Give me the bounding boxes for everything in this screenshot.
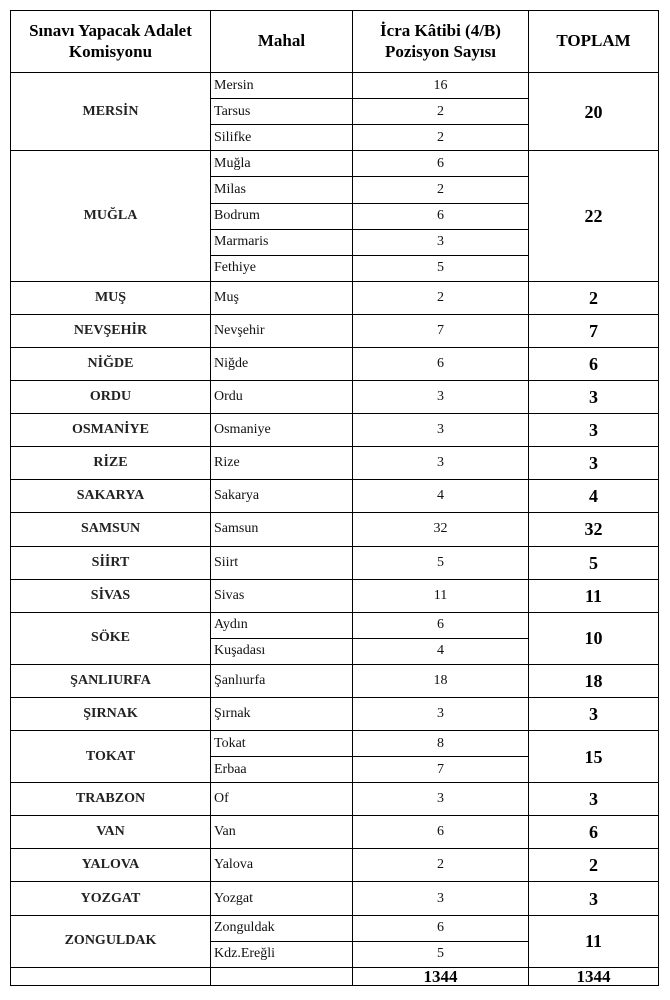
mahal-cell: Tarsus	[211, 99, 353, 125]
table-row	[11, 348, 659, 381]
toplam-cell: 32	[529, 513, 659, 546]
pozisyon-sayisi-cell: 8	[353, 731, 529, 757]
toplam-cell: 2	[529, 849, 659, 882]
table-row	[11, 151, 659, 177]
mahal-cell: Niğde	[211, 348, 353, 381]
komisyon-cell: SİİRT	[11, 546, 211, 579]
table-row	[11, 513, 659, 546]
pozisyon-sayisi-cell: 3	[353, 414, 529, 447]
komisyon-cell: MUŞ	[11, 281, 211, 314]
pozisyon-sayisi-cell: 6	[353, 915, 529, 941]
pozisyon-sayisi-cell: 11	[353, 579, 529, 612]
grand-total-toplam: 1344	[529, 968, 659, 986]
table-row	[11, 697, 659, 730]
mahal-cell: Erbaa	[211, 757, 353, 783]
komisyon-cell: ŞIRNAK	[11, 697, 211, 730]
table-row	[11, 281, 659, 314]
toplam-cell: 3	[529, 447, 659, 480]
komisyon-cell: SAKARYA	[11, 480, 211, 513]
mahal-cell: Van	[211, 816, 353, 849]
mahal-cell: Bodrum	[211, 203, 353, 229]
mahal-cell: Sakarya	[211, 480, 353, 513]
mahal-cell: Muğla	[211, 151, 353, 177]
mahal-cell: Tokat	[211, 731, 353, 757]
position-table-container	[10, 10, 658, 986]
pozisyon-sayisi-cell: 3	[353, 882, 529, 915]
pozisyon-sayisi-cell: 4	[353, 638, 529, 664]
toplam-cell: 11	[529, 915, 659, 967]
pozisyon-sayisi-cell: 3	[353, 783, 529, 816]
toplam-cell: 11	[529, 579, 659, 612]
toplam-cell: 20	[529, 73, 659, 151]
komisyon-cell: SAMSUN	[11, 513, 211, 546]
pozisyon-sayisi-cell: 4	[353, 480, 529, 513]
komisyon-cell: TRABZON	[11, 783, 211, 816]
komisyon-cell: SİVAS	[11, 579, 211, 612]
pozisyon-sayisi-cell: 3	[353, 447, 529, 480]
table-body	[11, 73, 659, 968]
mahal-cell: Aydın	[211, 612, 353, 638]
mahal-cell: Yozgat	[211, 882, 353, 915]
mahal-cell: Marmaris	[211, 229, 353, 255]
mahal-cell: Silifke	[211, 125, 353, 151]
toplam-cell: 18	[529, 664, 659, 697]
pozisyon-sayisi-cell: 6	[353, 203, 529, 229]
header-mahal: Mahal	[211, 11, 353, 73]
pozisyon-sayisi-cell: 2	[353, 125, 529, 151]
pozisyon-sayisi-cell: 18	[353, 664, 529, 697]
table-row	[11, 816, 659, 849]
toplam-cell: 3	[529, 381, 659, 414]
table-row	[11, 579, 659, 612]
mahal-cell: Rize	[211, 447, 353, 480]
table-row	[11, 915, 659, 941]
table-row	[11, 414, 659, 447]
komisyon-cell: YALOVA	[11, 849, 211, 882]
table-row	[11, 849, 659, 882]
pozisyon-sayisi-cell: 3	[353, 229, 529, 255]
mahal-cell: Nevşehir	[211, 314, 353, 347]
mahal-cell: Mersin	[211, 73, 353, 99]
pozisyon-sayisi-cell: 5	[353, 255, 529, 281]
mahal-cell: Zonguldak	[211, 915, 353, 941]
mahal-cell: Ordu	[211, 381, 353, 414]
pozisyon-sayisi-cell: 3	[353, 697, 529, 730]
table-row	[11, 381, 659, 414]
mahal-cell: Muş	[211, 281, 353, 314]
komisyon-cell: NİĞDE	[11, 348, 211, 381]
pozisyon-sayisi-cell: 6	[353, 816, 529, 849]
komisyon-cell: SÖKE	[11, 612, 211, 664]
komisyon-cell: RİZE	[11, 447, 211, 480]
komisyon-cell: MUĞLA	[11, 151, 211, 282]
toplam-cell: 3	[529, 783, 659, 816]
mahal-cell: Milas	[211, 177, 353, 203]
mahal-cell: Yalova	[211, 849, 353, 882]
komisyon-cell: NEVŞEHİR	[11, 314, 211, 347]
table-row	[11, 73, 659, 99]
pozisyon-sayisi-cell: 6	[353, 151, 529, 177]
komisyon-cell: ZONGULDAK	[11, 915, 211, 967]
mahal-cell: Kdz.Ereğli	[211, 941, 353, 967]
mahal-cell: Osmaniye	[211, 414, 353, 447]
table-row	[11, 731, 659, 757]
pozisyon-sayisi-cell: 6	[353, 348, 529, 381]
pozisyon-sayisi-cell: 3	[353, 381, 529, 414]
pozisyon-sayisi-cell: 32	[353, 513, 529, 546]
mahal-cell: Samsun	[211, 513, 353, 546]
toplam-cell: 3	[529, 414, 659, 447]
toplam-cell: 4	[529, 480, 659, 513]
komisyon-cell: TOKAT	[11, 731, 211, 783]
pozisyon-sayisi-cell: 2	[353, 177, 529, 203]
toplam-cell: 3	[529, 882, 659, 915]
toplam-cell: 5	[529, 546, 659, 579]
table-row	[11, 314, 659, 347]
header-row	[11, 11, 659, 73]
total-blank-cell	[11, 968, 211, 986]
mahal-cell: Fethiye	[211, 255, 353, 281]
pozisyon-sayisi-cell: 6	[353, 612, 529, 638]
pozisyon-sayisi-cell: 2	[353, 849, 529, 882]
pozisyon-sayisi-cell: 5	[353, 546, 529, 579]
mahal-cell: Siirt	[211, 546, 353, 579]
toplam-cell: 6	[529, 816, 659, 849]
mahal-cell: Şırnak	[211, 697, 353, 730]
komisyon-cell: OSMANİYE	[11, 414, 211, 447]
komisyon-cell: ORDU	[11, 381, 211, 414]
table-row	[11, 480, 659, 513]
toplam-cell: 10	[529, 612, 659, 664]
total-row	[11, 968, 659, 986]
table-row	[11, 546, 659, 579]
total-blank-cell	[211, 968, 353, 986]
pozisyon-sayisi-cell: 2	[353, 281, 529, 314]
table-row	[11, 664, 659, 697]
komisyon-cell: VAN	[11, 816, 211, 849]
pozisyon-sayisi-cell: 16	[353, 73, 529, 99]
header-pozisyon: İcra Kâtibi (4/B) Pozisyon Sayısı	[353, 11, 529, 73]
mahal-cell: Kuşadası	[211, 638, 353, 664]
komisyon-cell: MERSİN	[11, 73, 211, 151]
pozisyon-sayisi-cell: 7	[353, 757, 529, 783]
position-table	[10, 10, 659, 986]
table-row	[11, 612, 659, 638]
mahal-cell: Of	[211, 783, 353, 816]
table-row	[11, 882, 659, 915]
grand-total-pozisyon: 1344	[353, 968, 529, 986]
toplam-cell: 7	[529, 314, 659, 347]
komisyon-cell: ŞANLIURFA	[11, 664, 211, 697]
toplam-cell: 6	[529, 348, 659, 381]
toplam-cell: 3	[529, 697, 659, 730]
toplam-cell: 2	[529, 281, 659, 314]
mahal-cell: Sivas	[211, 579, 353, 612]
header-toplam: TOPLAM	[529, 11, 659, 73]
pozisyon-sayisi-cell: 2	[353, 99, 529, 125]
table-row	[11, 783, 659, 816]
toplam-cell: 22	[529, 151, 659, 282]
pozisyon-sayisi-cell: 7	[353, 314, 529, 347]
pozisyon-sayisi-cell: 5	[353, 941, 529, 967]
komisyon-cell: YOZGAT	[11, 882, 211, 915]
toplam-cell: 15	[529, 731, 659, 783]
table-row	[11, 447, 659, 480]
header-komisyon: Sınavı Yapacak Adalet Komisyonu	[11, 11, 211, 73]
mahal-cell: Şanlıurfa	[211, 664, 353, 697]
